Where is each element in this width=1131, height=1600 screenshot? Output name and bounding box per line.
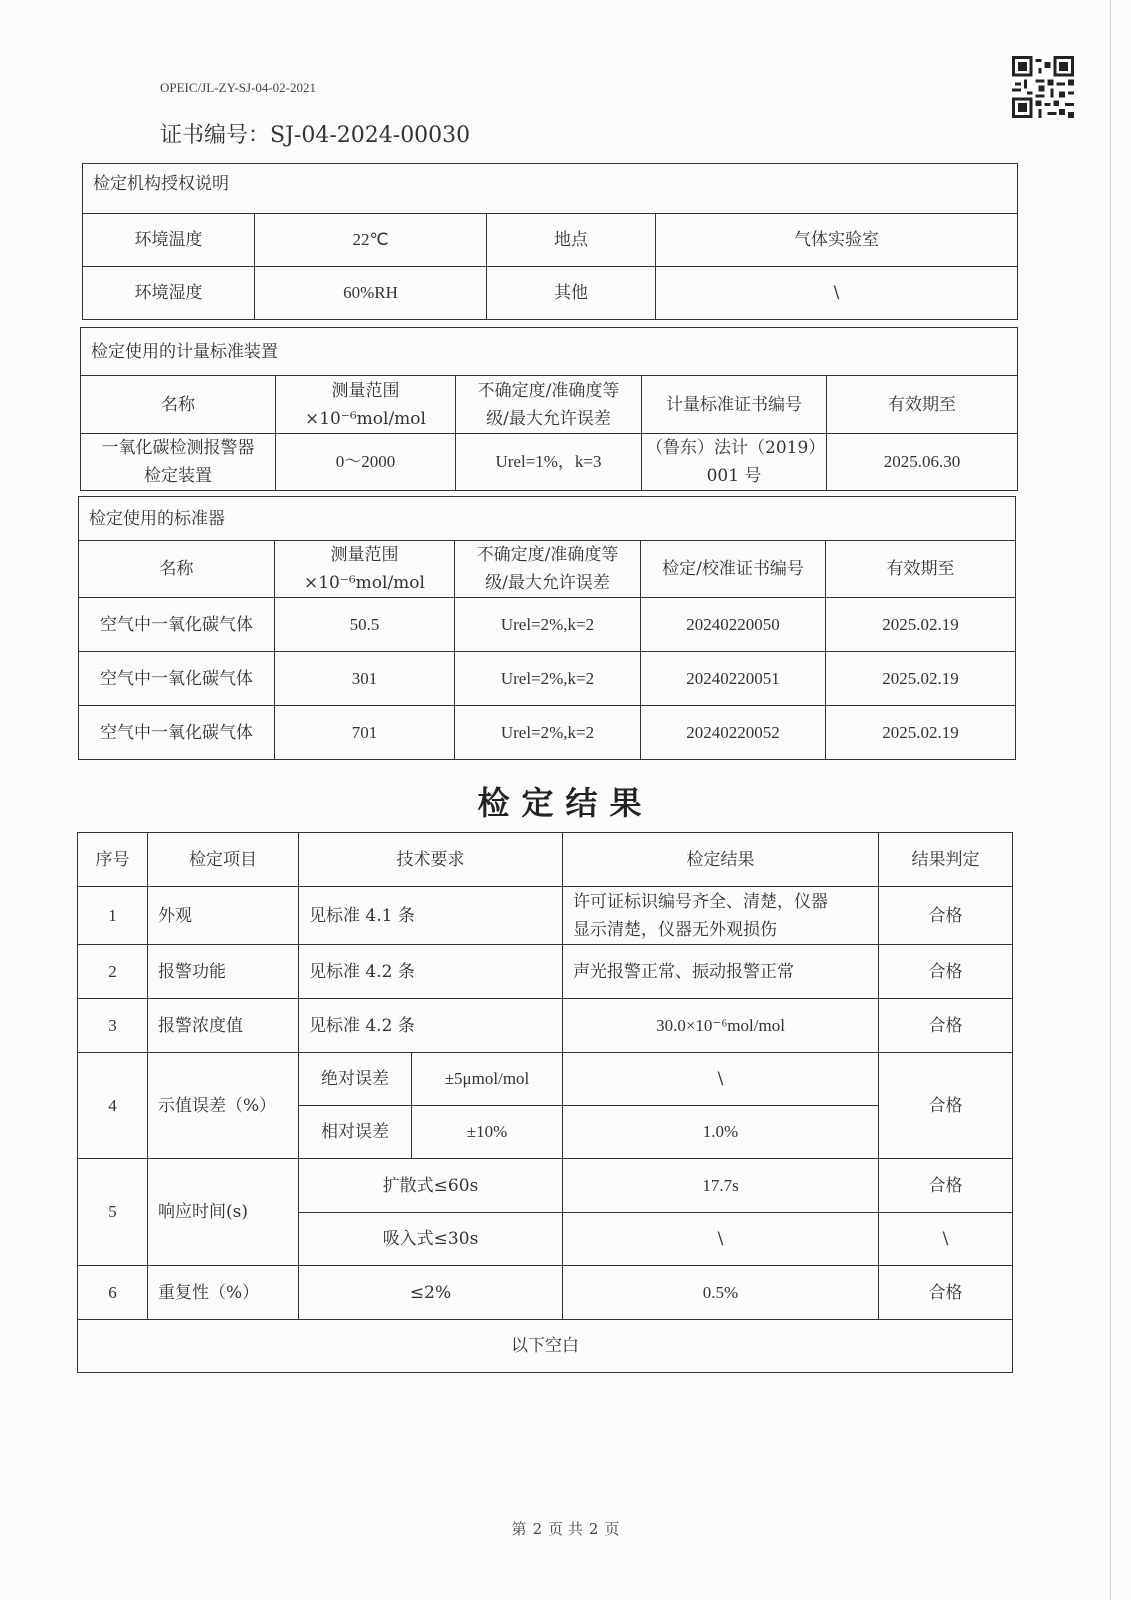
- col-cert-no: 检定/校准证书编号: [641, 541, 826, 598]
- col-range: 测量范围 ×10⁻⁶mol/mol: [276, 376, 456, 434]
- row-requirement: ≤2%: [299, 1266, 563, 1320]
- col-name: 名称: [79, 541, 275, 598]
- substance-range: 701: [275, 706, 455, 760]
- authorization-section-title: 检定机构授权说明: [83, 164, 1018, 214]
- col-requirement: 技术要求: [299, 833, 563, 887]
- col-seq: 序号: [78, 833, 148, 887]
- certificate-number: [160, 118, 470, 149]
- env-humidity-value: 60%RH: [255, 267, 487, 320]
- authorization-table: [82, 163, 1018, 320]
- env-humidity-label: 环境湿度: [83, 267, 255, 320]
- device-uncertainty: Urel=1%，k=3: [456, 434, 642, 491]
- row-seq: 4: [78, 1053, 148, 1159]
- table-row: [78, 1159, 1013, 1213]
- row-result: 1.0%: [563, 1106, 879, 1159]
- substance-range: 50.5: [275, 598, 455, 652]
- row-item: 重复性（%）: [148, 1266, 299, 1320]
- device-valid: 2025.06.30: [827, 434, 1018, 491]
- row-requirement: 见标准 4.2 条: [299, 999, 563, 1053]
- row-seq: 1: [78, 887, 148, 945]
- substance-range: 301: [275, 652, 455, 706]
- substance-valid: 2025.02.19: [826, 706, 1016, 760]
- row-item: 外观: [148, 887, 299, 945]
- row-result: 30.0×10⁻⁶mol/mol: [563, 999, 879, 1053]
- table-row: [78, 1266, 1013, 1320]
- substance-valid: 2025.02.19: [826, 598, 1016, 652]
- other-value: \: [656, 267, 1018, 320]
- table-row: [79, 652, 1016, 706]
- col-uncertainty: 不确定度/准确度等 级/最大允许误差: [455, 541, 641, 598]
- row-judgement: 合格: [879, 1053, 1013, 1159]
- device-cert-no: （鲁东）法计（2019） 001 号: [642, 434, 827, 491]
- standard-device-section-title: 检定使用的计量标准装置: [81, 328, 1018, 376]
- col-range: 测量范围 ×10⁻⁶mol/mol: [275, 541, 455, 598]
- location-value: 气体实验室: [656, 214, 1018, 267]
- row-requirement: 见标准 4.2 条: [299, 945, 563, 999]
- standard-substances-section-title: 检定使用的标准器: [79, 497, 1016, 541]
- blank-note: 以下空白: [78, 1320, 1013, 1373]
- substance-valid: 2025.02.19: [826, 652, 1016, 706]
- cert-label: 证书编号：: [160, 123, 271, 148]
- standard-substances-table: [78, 496, 1016, 760]
- substance-cert-no: 20240220051: [641, 652, 826, 706]
- col-valid: 有效期至: [827, 376, 1018, 434]
- row-requirement: 扩散式≤60s: [299, 1159, 563, 1213]
- total-pages: 2: [588, 1520, 599, 1538]
- row-judgement: 合格: [879, 887, 1013, 945]
- row-requirement: ±5μmol/mol: [412, 1053, 563, 1106]
- sub-item-label: 绝对误差: [299, 1053, 412, 1106]
- col-valid: 有效期至: [826, 541, 1016, 598]
- col-result: 检定结果: [563, 833, 879, 887]
- col-item: 检定项目: [148, 833, 299, 887]
- table-row: [78, 1053, 1013, 1106]
- row-seq: 2: [78, 945, 148, 999]
- col-cert-no: 计量标准证书编号: [642, 376, 827, 434]
- row-judgement: 合格: [879, 999, 1013, 1053]
- sub-item-label: 相对误差: [299, 1106, 412, 1159]
- table-row: [79, 706, 1016, 760]
- row-item: 报警浓度值: [148, 999, 299, 1053]
- row-seq: 6: [78, 1266, 148, 1320]
- row-result: 0.5%: [563, 1266, 879, 1320]
- table-row: [79, 598, 1016, 652]
- cert-value: SJ-04-2024-00030: [270, 123, 471, 148]
- row-item: 报警功能: [148, 945, 299, 999]
- device-range: 0～2000: [276, 434, 456, 491]
- row-result: 声光报警正常、振动报警正常: [563, 945, 879, 999]
- substance-name: 空气中一氧化碳气体: [79, 652, 275, 706]
- row-result: \: [563, 1213, 879, 1266]
- row-result: 许可证标识编号齐全、清楚，仪器 显示清楚，仪器无外观损伤: [563, 887, 879, 945]
- row-seq: 3: [78, 999, 148, 1053]
- page-footer: 第 2 页 共 2 页: [511, 1520, 620, 1538]
- col-uncertainty: 不确定度/准确度等 级/最大允许误差: [456, 376, 642, 434]
- row-requirement: 见标准 4.1 条: [299, 887, 563, 945]
- substance-cert-no: 20240220050: [641, 598, 826, 652]
- table-row: [78, 999, 1013, 1053]
- row-judgement: \: [879, 1213, 1013, 1266]
- row-requirement: ±10%: [412, 1106, 563, 1159]
- substance-uncertainty: Urel=2%,k=2: [455, 706, 641, 760]
- env-temp-value: 22℃: [255, 214, 487, 267]
- results-table: [77, 832, 1013, 1373]
- substance-uncertainty: Urel=2%,k=2: [455, 652, 641, 706]
- location-label: 地点: [487, 214, 656, 267]
- row-result: 17.7s: [563, 1159, 879, 1213]
- substance-uncertainty: Urel=2%,k=2: [455, 598, 641, 652]
- standard-device-table: [80, 327, 1018, 491]
- substance-cert-no: 20240220052: [641, 706, 826, 760]
- col-name: 名称: [81, 376, 276, 434]
- row-judgement: 合格: [879, 1159, 1013, 1213]
- table-row: [78, 945, 1013, 999]
- col-judgement: 结果判定: [879, 833, 1013, 887]
- document-code: OPEIC/JL-ZY-SJ-04-02-2021: [160, 80, 316, 95]
- substance-name: 空气中一氧化碳气体: [79, 706, 275, 760]
- substance-name: 空气中一氧化碳气体: [79, 598, 275, 652]
- row-judgement: 合格: [879, 945, 1013, 999]
- page-number: 2: [532, 1520, 543, 1538]
- table-row: [78, 887, 1013, 945]
- qr-code-icon: [1012, 56, 1074, 118]
- device-name: 一氧化碳检测报警器 检定装置: [81, 434, 276, 491]
- row-item: 示值误差（%）: [148, 1053, 299, 1159]
- other-label: 其他: [487, 267, 656, 320]
- row-judgement: 合格: [879, 1266, 1013, 1320]
- row-seq: 5: [78, 1159, 148, 1266]
- row-requirement: 吸入式≤30s: [299, 1213, 563, 1266]
- row-item: 响应时间(s): [148, 1159, 299, 1266]
- row-result: \: [563, 1053, 879, 1106]
- env-temp-label: 环境温度: [83, 214, 255, 267]
- results-title: 检定结果: [477, 784, 654, 822]
